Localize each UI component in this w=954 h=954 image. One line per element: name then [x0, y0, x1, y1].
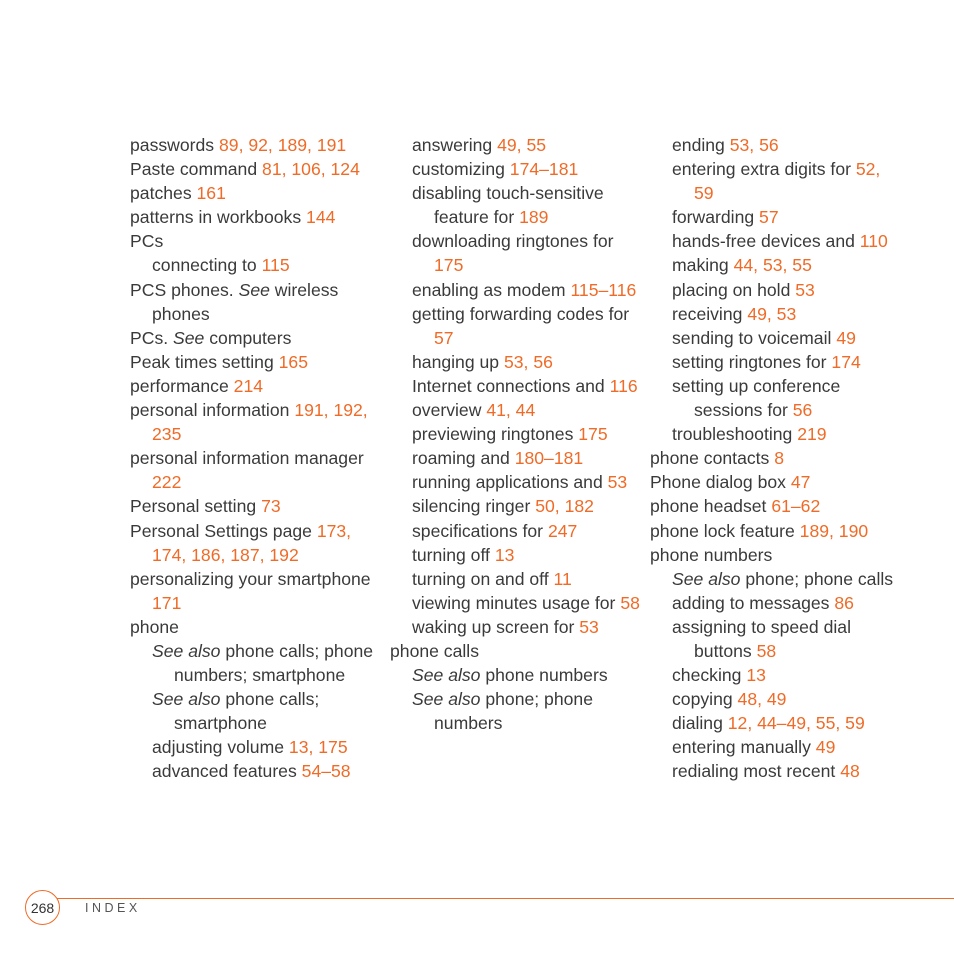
entry-label: [672, 352, 827, 372]
entry-term: patterns in workbooks: [130, 207, 302, 228]
index-entry: [650, 567, 900, 591]
index-entry: [650, 422, 900, 446]
index-entry: [650, 615, 900, 663]
index-entry: [650, 446, 900, 470]
entry-term: personal information: [130, 400, 290, 421]
page-reference[interactable]: 48, 49: [737, 689, 787, 710]
index-entry: [650, 278, 900, 302]
index-entry: [130, 253, 380, 277]
entry-label: [672, 207, 754, 227]
index-entry: [650, 519, 900, 543]
index-entry: [390, 615, 640, 639]
index-entry: [390, 229, 640, 277]
entry-label: [672, 569, 893, 589]
index-entry: [390, 302, 640, 350]
page-reference[interactable]: 73: [261, 496, 281, 517]
entry-term: redialing most recent: [672, 761, 836, 782]
entry-term: phone: [130, 616, 179, 637]
page-reference[interactable]: 89, 92, 189, 191: [219, 135, 347, 155]
entry-label: [672, 424, 792, 444]
entry-label: [672, 737, 811, 757]
entry-term: hands-free devices and: [672, 231, 855, 252]
entry-term: phone lock feature: [650, 520, 795, 541]
index-entry: [650, 302, 900, 326]
page-reference[interactable]: 11: [553, 568, 572, 589]
entry-label: [412, 159, 505, 179]
page-reference[interactable]: 58: [756, 640, 777, 661]
index-entry: [650, 711, 900, 735]
page-reference[interactable]: 115: [261, 255, 290, 276]
index-entry: [390, 133, 640, 157]
entry-term: advanced features: [152, 761, 297, 782]
page-reference[interactable]: 12, 44–49, 55, 59: [727, 713, 865, 734]
entry-label: [412, 352, 499, 372]
index-entry: [650, 687, 900, 711]
entry-term: dialing: [672, 713, 723, 734]
index-entry: [650, 374, 900, 422]
page-reference[interactable]: 56: [792, 400, 813, 421]
index-entry: [130, 446, 380, 494]
see-target: phone numbers: [485, 665, 608, 686]
index-entry: [390, 567, 640, 591]
entry-term: getting forwarding codes for: [412, 303, 630, 324]
entry-term: Paste command: [130, 159, 258, 180]
entry-term: roaming and: [412, 448, 510, 469]
entry-term: assigning to speed dial buttons: [672, 616, 851, 661]
page-reference[interactable]: 8: [774, 448, 785, 469]
index-entry: [650, 470, 900, 494]
entry-term: running applications and: [412, 472, 603, 493]
entry-label: [672, 280, 790, 300]
index-entry: [130, 278, 380, 326]
page-reference[interactable]: 49: [815, 737, 836, 758]
entry-term: entering manually: [672, 737, 811, 758]
page-reference[interactable]: 61–62: [771, 496, 821, 517]
index-entry: [390, 494, 640, 518]
entry-label: [130, 496, 256, 516]
page-reference[interactable]: 86: [834, 592, 854, 613]
entry-term: waking up screen for: [412, 616, 575, 637]
entry-term: Personal Settings page: [130, 520, 312, 541]
entry-term: sending to voicemail: [672, 327, 832, 348]
entry-term: turning on and off: [412, 568, 549, 589]
entry-label: [152, 737, 284, 757]
index-entry: [390, 398, 640, 422]
entry-label: [672, 593, 829, 613]
entry-term: PCs: [130, 231, 164, 252]
entry-term: placing on hold: [672, 279, 791, 300]
entry-term: entering extra digits for: [672, 159, 851, 180]
see-target: phone calls; smartphone: [174, 689, 320, 734]
entry-term: phone calls: [390, 640, 480, 661]
see-reference: See also: [672, 568, 741, 589]
entry-term: previewing ringtones: [412, 424, 574, 445]
page-reference[interactable]: 247: [547, 520, 578, 541]
index-entry: [130, 615, 380, 639]
entry-term: overview: [412, 400, 482, 421]
index-entry: [130, 157, 380, 181]
page-reference[interactable]: 57: [434, 327, 454, 348]
entry-label: [672, 713, 723, 733]
entry-label: [672, 376, 840, 420]
page-reference[interactable]: 81, 106, 124: [262, 159, 360, 180]
index-entry: [130, 398, 380, 446]
index-entry: [390, 181, 640, 229]
page-reference[interactable]: 53, 56: [729, 135, 779, 155]
index-entry: [390, 519, 640, 543]
index-entry: [650, 543, 900, 567]
entry-label: [672, 328, 831, 348]
entry-label: [130, 328, 291, 348]
entry-term: downloading ringtones for: [412, 231, 614, 252]
see-reference: See also: [152, 640, 221, 661]
entry-label: [412, 617, 574, 637]
entry-label: [412, 496, 530, 516]
entry-term: copying: [672, 689, 733, 710]
page-reference[interactable]: 47: [790, 472, 811, 493]
page-reference[interactable]: 189, 190: [799, 520, 869, 541]
entry-term: setting ringtones for: [672, 351, 827, 372]
entry-label: [412, 448, 510, 468]
entry-term: viewing minutes usage for: [412, 592, 616, 613]
entry-label: [672, 665, 741, 685]
see-target: phone calls; phone numbers; smartphone: [174, 640, 374, 686]
entry-label: [412, 545, 490, 565]
entry-label: [130, 376, 229, 396]
entry-term: forwarding: [672, 207, 755, 228]
entry-label: [412, 304, 629, 324]
entry-term: Internet connections and: [412, 375, 605, 396]
entry-term: patches: [130, 183, 192, 204]
index-entry: [650, 205, 900, 229]
entry-label: [130, 521, 312, 541]
entry-term: customizing: [412, 159, 505, 180]
entry-label: [152, 761, 297, 781]
index-entry: [390, 374, 640, 398]
section-title: INDEX: [85, 901, 141, 915]
page-reference[interactable]: 50, 182: [535, 496, 594, 517]
index-entry: [130, 494, 380, 518]
index-entry: [650, 494, 900, 518]
see-target: phone; phone calls: [745, 568, 894, 589]
entry-label: [130, 280, 338, 324]
entry-term: ending: [672, 135, 725, 155]
entry-term: specifications for: [412, 520, 544, 541]
entry-label: [672, 689, 733, 709]
entry-label: [130, 207, 301, 227]
index-entry: [130, 326, 380, 350]
entry-label: [650, 521, 795, 541]
entry-term: receiving: [672, 303, 743, 324]
see-reference: See also: [152, 689, 221, 710]
index-entry: [130, 687, 380, 735]
entry-label: [412, 569, 549, 589]
index-entry: [130, 350, 380, 374]
index-entry: [650, 326, 900, 350]
index-entry: [130, 519, 380, 567]
page-reference[interactable]: 180–181: [514, 448, 584, 469]
page-reference[interactable]: 191, 192, 235: [152, 400, 368, 445]
page-reference[interactable]: 52, 59: [694, 159, 881, 204]
index-entry: [130, 133, 380, 157]
entry-label: [130, 400, 289, 420]
index-entry: [650, 157, 900, 205]
entry-label: [412, 231, 614, 251]
entry-label: [130, 569, 371, 589]
entry-term: answering: [412, 135, 493, 155]
entry-label: [412, 689, 593, 733]
page-reference[interactable]: 165: [278, 351, 308, 372]
entry-label: [672, 159, 851, 179]
entry-label: [672, 135, 725, 155]
entry-label: [650, 448, 769, 468]
index-entry: [390, 446, 640, 470]
entry-term: making: [672, 255, 729, 276]
page-reference[interactable]: 116: [609, 375, 638, 396]
entry-label: [412, 665, 608, 685]
page-reference[interactable]: 189: [519, 207, 549, 228]
entry-term: connecting to: [152, 255, 257, 276]
page-reference[interactable]: 53: [607, 472, 628, 493]
entry-term: hanging up: [412, 351, 500, 372]
footer-rule: [42, 898, 954, 899]
entry-label: [412, 376, 605, 396]
index-entry: [130, 205, 380, 229]
page-reference[interactable]: 53, 56: [503, 351, 553, 372]
index-entry: [390, 687, 640, 735]
page-reference[interactable]: 54–58: [301, 761, 351, 782]
entry-term: checking: [672, 665, 742, 686]
see-target: computers: [209, 327, 292, 348]
page-reference[interactable]: 219: [797, 424, 827, 445]
entry-term: performance: [130, 375, 229, 396]
entry-label: [650, 545, 772, 565]
index-entry: [130, 567, 380, 615]
index-entry: [390, 591, 640, 615]
page-reference[interactable]: 48: [840, 761, 860, 782]
page-reference[interactable]: 53: [795, 279, 815, 300]
index-entry: [390, 350, 640, 374]
entry-label: [412, 593, 615, 613]
index-entry: [130, 735, 380, 759]
page-reference[interactable]: 222: [152, 472, 182, 493]
see-target: wireless phones: [152, 279, 339, 324]
index-entry: [650, 350, 900, 374]
entry-label: [672, 761, 835, 781]
index-entry: [390, 157, 640, 181]
entry-term: passwords: [130, 135, 215, 155]
entry-term: silencing ringer: [412, 496, 531, 517]
page-number: 268: [25, 890, 60, 925]
see-reference: See also: [412, 689, 481, 710]
entry-label: [672, 255, 729, 275]
index-entry: [390, 278, 640, 302]
page-reference[interactable]: 44, 53, 55: [733, 255, 812, 276]
index-entry: [390, 543, 640, 567]
entry-label: [152, 255, 257, 275]
page-reference[interactable]: 171: [152, 592, 182, 613]
page-reference[interactable]: 214: [233, 375, 264, 396]
entry-term: phone headset: [650, 496, 767, 517]
entry-term: phone contacts: [650, 448, 770, 469]
index-entry: [650, 253, 900, 277]
entry-term: Peak times setting: [130, 351, 274, 372]
entry-label: [412, 280, 566, 300]
entry-term: Phone dialog box: [650, 472, 786, 493]
see-reference: See also: [412, 665, 481, 686]
page-reference[interactable]: 49, 53: [747, 303, 797, 324]
index-entry: [390, 470, 640, 494]
page-reference[interactable]: 49: [836, 327, 856, 348]
entry-label: [672, 231, 855, 251]
entry-label: [152, 689, 319, 733]
entry-label: [390, 641, 479, 661]
entry-label: [412, 472, 603, 492]
entry-label: [130, 135, 214, 155]
index-entry: [130, 374, 380, 398]
entry-term: enabling as modem: [412, 279, 566, 300]
entry-term: adding to messages: [672, 592, 830, 613]
index-entry: [130, 759, 380, 783]
entry-label: [672, 304, 742, 324]
page-reference[interactable]: 41, 44: [486, 400, 536, 421]
see-reference: See: [238, 279, 270, 300]
index-entry: [390, 639, 640, 663]
index-entry: [650, 229, 900, 253]
index-column-2: [390, 133, 640, 735]
entry-term: setting up conference sessions for: [672, 375, 841, 421]
page-reference[interactable]: 115–116: [570, 279, 637, 300]
page-reference[interactable]: 161: [196, 183, 226, 204]
entry-term: personal information manager: [130, 448, 364, 469]
see-reference: See: [173, 327, 205, 348]
entry-label: [130, 159, 257, 179]
page-reference[interactable]: 49, 55: [497, 135, 547, 155]
index-entry: [130, 639, 380, 687]
entry-label: [412, 424, 573, 444]
index-entry: [390, 422, 640, 446]
page-reference[interactable]: 13: [746, 665, 766, 686]
see-target: phone; phone numbers: [434, 689, 593, 734]
index-entry: [650, 663, 900, 687]
index-entry: [650, 759, 900, 783]
index-entry: [650, 591, 900, 615]
entry-label: [412, 521, 543, 541]
index-entry: [130, 181, 380, 205]
index-entry: [650, 735, 900, 759]
entry-term: phone numbers: [650, 544, 773, 565]
page-reference[interactable]: 174–181: [509, 159, 579, 180]
entry-term: personalizing your smartphone: [130, 568, 371, 589]
index-column-1: [130, 133, 380, 784]
page-reference[interactable]: 144: [306, 207, 336, 228]
entry-term: adjusting volume: [152, 737, 285, 758]
entry-term: PCs.: [130, 327, 169, 348]
page-reference[interactable]: 57: [759, 207, 779, 228]
index-entry: [650, 133, 900, 157]
index-entry: [130, 229, 380, 253]
index-column-3: [650, 133, 900, 784]
page-reference[interactable]: 13: [494, 544, 515, 565]
entry-term: PCS phones.: [130, 279, 234, 300]
page-reference[interactable]: 175: [434, 255, 464, 276]
entry-label: [650, 472, 786, 492]
entry-label: [650, 496, 766, 516]
entry-label: [130, 183, 192, 203]
entry-label: [130, 448, 364, 468]
entry-label: [130, 617, 179, 637]
entry-label: [412, 400, 481, 420]
entry-term: troubleshooting: [672, 424, 793, 445]
index-entry: [390, 663, 640, 687]
page-reference[interactable]: 110: [859, 231, 888, 252]
page-reference[interactable]: 53: [579, 616, 599, 637]
entry-label: [152, 641, 373, 685]
entry-label: [130, 231, 163, 251]
page-reference[interactable]: 173, 174, 186, 187, 192: [152, 520, 352, 565]
page-reference[interactable]: 175: [578, 424, 608, 445]
page-reference[interactable]: 174: [831, 351, 861, 372]
entry-label: [412, 183, 604, 227]
entry-label: [412, 135, 492, 155]
page-reference[interactable]: 13, 175: [288, 737, 348, 758]
entry-label: [130, 352, 274, 372]
page-reference[interactable]: 58: [620, 592, 640, 613]
entry-term: Personal setting: [130, 496, 257, 517]
entry-term: turning off: [412, 544, 490, 565]
entry-term: disabling touch-sensitive feature for: [412, 183, 604, 228]
